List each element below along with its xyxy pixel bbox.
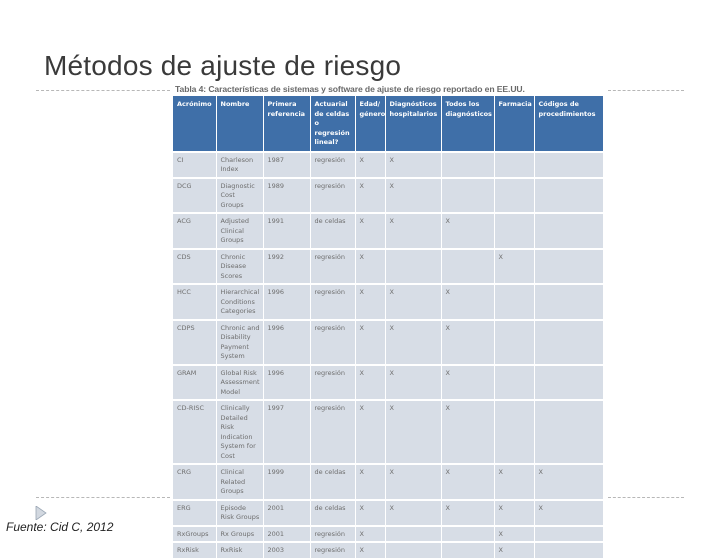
table-cell: X [441, 400, 494, 464]
table-body [173, 152, 603, 558]
table-cell: X [355, 500, 385, 526]
table-header [173, 96, 603, 152]
table-cell: ACG [173, 213, 216, 249]
table-cell: Global Risk Assessment Model [216, 365, 263, 401]
table-row [173, 152, 603, 178]
table-row [173, 249, 603, 285]
table-cell [534, 400, 603, 464]
table-cell [494, 400, 534, 464]
table-cell: X [494, 526, 534, 543]
table-cell [494, 213, 534, 249]
table-cell: Chronic Disease Scores [216, 249, 263, 285]
column-header: Farmacia [494, 96, 534, 152]
table-cell [441, 542, 494, 558]
table-row [173, 400, 603, 464]
table-cell: X [385, 365, 441, 401]
table-cell: Hierarchical Conditions Categories [216, 284, 263, 320]
table-cell: X [441, 213, 494, 249]
column-header: Primera referencia [263, 96, 310, 152]
table-cell: Rx Groups [216, 526, 263, 543]
table-cell: X [355, 284, 385, 320]
table-cell: CDPS [173, 320, 216, 365]
table-cell: 1996 [263, 284, 310, 320]
table-cell: X [494, 249, 534, 285]
table-cell: X [355, 152, 385, 178]
table-cell: Charleson Index [216, 152, 263, 178]
table-cell: 1997 [263, 400, 310, 464]
table-cell [534, 542, 603, 558]
table-cell: X [494, 542, 534, 558]
table-cell: regresión [310, 152, 355, 178]
column-header: Códigos de procedimientos [534, 96, 603, 152]
table-cell: X [534, 464, 603, 500]
table-cell: regresión [310, 178, 355, 214]
table-cell: RxGroups [173, 526, 216, 543]
table-row [173, 542, 603, 558]
table-cell: X [355, 542, 385, 558]
table-cell [441, 152, 494, 178]
table-cell: X [441, 365, 494, 401]
table-cell: 1987 [263, 152, 310, 178]
table-cell [494, 178, 534, 214]
table-cell: X [385, 284, 441, 320]
table-cell [494, 320, 534, 365]
column-header: Todos los diagnósticos [441, 96, 494, 152]
table-cell: X [385, 178, 441, 214]
table-cell: regresión [310, 526, 355, 543]
source-note: Fuente: Cid C, 2012 [6, 520, 114, 534]
table-row [173, 320, 603, 365]
table-cell: X [385, 400, 441, 464]
table-cell: X [355, 365, 385, 401]
table-cell: CI [173, 152, 216, 178]
table-cell [534, 152, 603, 178]
table-cell: DCG [173, 178, 216, 214]
table-cell: X [385, 464, 441, 500]
header-row [173, 96, 603, 152]
column-header: Actuarial de celdas o regresión lineal? [310, 96, 355, 152]
table-cell: RxRisk [216, 542, 263, 558]
risk-adjustment-table [173, 96, 603, 558]
title-divider-right [608, 90, 684, 91]
table-cell: CDS [173, 249, 216, 285]
table-cell: regresión [310, 542, 355, 558]
table-cell: 1999 [263, 464, 310, 500]
table-cell: X [385, 213, 441, 249]
table-cell: regresión [310, 249, 355, 285]
table-cell: 2001 [263, 500, 310, 526]
table-cell: de celdas [310, 464, 355, 500]
table-cell [385, 542, 441, 558]
table-cell: X [355, 464, 385, 500]
table-cell: GRAM [173, 365, 216, 401]
table-cell: regresión [310, 400, 355, 464]
column-header: Acrónimo [173, 96, 216, 152]
table-cell [534, 178, 603, 214]
table-row [173, 284, 603, 320]
table-cell: regresión [310, 284, 355, 320]
table-cell: X [355, 213, 385, 249]
table-cell: Diagnostic Cost Groups [216, 178, 263, 214]
table-cell [534, 249, 603, 285]
table-cell: X [441, 500, 494, 526]
table-cell: Clinically Detailed Risk Indication System for Cost [216, 400, 263, 464]
table-row [173, 213, 603, 249]
table-cell: Clinical Related Groups [216, 464, 263, 500]
table-cell: X [355, 526, 385, 543]
table-cell: 2001 [263, 526, 310, 543]
table-cell [494, 284, 534, 320]
table-cell [534, 320, 603, 365]
table-cell: RxRisk [173, 542, 216, 558]
title-divider-left [36, 90, 170, 91]
table-caption: Tabla 4: Características de sistemas y software de ajuste de riesgo reportado en EE.UU. [175, 84, 525, 94]
table-cell [494, 152, 534, 178]
table-cell: X [441, 284, 494, 320]
table-cell [534, 365, 603, 401]
table-cell [441, 249, 494, 285]
table-cell: Chronic and Disability Payment System [216, 320, 263, 365]
table-cell: X [355, 249, 385, 285]
table-cell: X [355, 400, 385, 464]
table-cell: 1992 [263, 249, 310, 285]
table-cell: CRG [173, 464, 216, 500]
table-cell: 2003 [263, 542, 310, 558]
table-cell: Adjusted Clinical Groups [216, 213, 263, 249]
column-header: Edad/ género [355, 96, 385, 152]
column-header: Diagnósticos hospitalarios [385, 96, 441, 152]
table-cell: X [355, 320, 385, 365]
table-cell: X [494, 500, 534, 526]
slide-title: Métodos de ajuste de riesgo [44, 50, 402, 81]
table-row [173, 500, 603, 526]
table-cell: 1991 [263, 213, 310, 249]
table-cell: ERG [173, 500, 216, 526]
table-cell [534, 284, 603, 320]
footer-divider-left [36, 497, 170, 498]
table-cell: 1996 [263, 320, 310, 365]
table-cell: regresión [310, 320, 355, 365]
table-cell: 1996 [263, 365, 310, 401]
table-cell: HCC [173, 284, 216, 320]
table-cell: CD-RISC [173, 400, 216, 464]
table-row [173, 178, 603, 214]
table-cell [494, 365, 534, 401]
table-row [173, 365, 603, 401]
triangle-bullet-icon [35, 506, 47, 520]
table-cell: X [534, 500, 603, 526]
table-cell: de celdas [310, 213, 355, 249]
table-cell: X [494, 464, 534, 500]
table-cell [441, 178, 494, 214]
table-cell [534, 213, 603, 249]
table-cell: X [385, 152, 441, 178]
column-header: Nombre [216, 96, 263, 152]
table-cell: X [385, 320, 441, 365]
table-cell: 1989 [263, 178, 310, 214]
table-cell: Episode Risk Groups [216, 500, 263, 526]
table-cell: X [355, 178, 385, 214]
table-cell: X [385, 500, 441, 526]
table-cell: de celdas [310, 500, 355, 526]
table-cell: regresión [310, 365, 355, 401]
table-cell: X [441, 320, 494, 365]
footer-divider-right [608, 497, 684, 498]
table-cell [385, 249, 441, 285]
table-row [173, 464, 603, 500]
table-cell: X [441, 464, 494, 500]
